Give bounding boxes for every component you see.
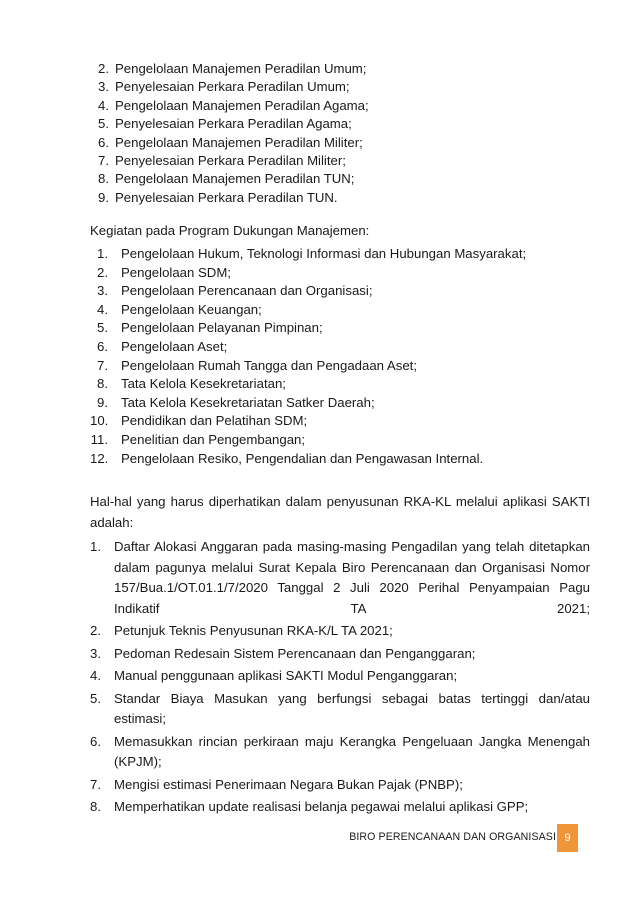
sakti-intro-paragraph: Hal-hal yang harus diperhatikan dalam penyusunan RKA-KL melalui aplikasi SAKTI adalah: (90, 494, 590, 530)
document-page: 2. Pengelolaan Manajemen Peradilan Umum; 3. Penyelesaian Perkara Peradilan Umum; 4. Pengelolaan Manajemen Peradilan Agama; 5. Penyelesaian Perkara Peradilan Agama; 6. Pengelolaan Manajemen Peradilan Militer; 7. Penyelesaian Perkara Peradilan Militer; 8. Pengelolaan Manajemen Peradilan TUN; 9. Penyelesaian Perkara Peradilan TUN. Kegiatan pada Program Dukungan Manajemen: 1. Pengelolaan Hukum, Teknologi Informasi dan Hubungan Masyarakat; 2. Pengelolaan SDM; 3. Pengelolaan Perencanaan dan Organisasi; 4. Pengelolaan Keuangan; 5. Pengelolaan Pelayanan Pimpinan; 6. Pengelolaan Aset; 7. Pengelolaan Rumah Tangga dan Pengadaan Aset; 8. Tata Kelola Kesekretariatan; 9. Tata Kelola Kesekretariatan Satker Daerah; 10. Pendidikan dan Pelatihan SDM; 11. Penelitian dan Pengembangan; 12. Pengelolaan Resiko, Pengendalian dan Pengawasan Internal. Hal-hal yang harus diperhatikan dalam penyusunan RKA-KL melalui aplikasi SAKTI adalah: 1. Daftar Alokasi Anggaran pada masing-masing Pengadilan yang telah ditetapkan dalam pagunya melalui Surat Kepala Biro Perencanaan dan Organisasi Nomor 157/Bua.1/OT.01.1/7/2020 Tanggal 2 Juli 2020 Perihal Penyampaian Pagu Indikatif TA 2021; 2. Petunjuk Teknis Penyusunan RKA-K/L TA 2021; 3. Pedoman Redesain Sistem Perencanaan dan Penganggaran; 4. Manual penggunaan aplikasi SAKTI Modul Penganggaran; 5. Standar Biaya Masukan yang berfungsi sebagai batas tertinggi dan/atau estimasi; 6. Memasukkan rincian perkiraan maju Kerangka Pengeluaan Jangka Menengah (KPJM); 7. Mengisi estimasi Penerimaan Negara Bukan Pajak (PNBP); 8. Memperhatikan update realisasi belanja pegawai melalui aplikasi GPP; BIRO PERENCANAAN DAN ORGANISASI 9 (0, 0, 638, 902)
footer-department-label: BIRO PERENCANAAN DAN ORGANISASI (349, 831, 556, 843)
list-item: 8. Memperhatikan update realisasi belanja pegawai melalui aplikasi GPP; (90, 799, 529, 814)
list-item: 3. Pedoman Redesain Sistem Perencanaan dan Penganggaran; (90, 645, 476, 661)
page-number-badge: 9 (557, 824, 578, 852)
list-item: 2. Petunjuk Teknis Penyusunan RKA-K/L TA 2021; (90, 623, 393, 638)
sakti-considerations-list (90, 537, 590, 820)
list-item: 4. Manual penggunaan aplikasi SAKTI Modul Penganggaran; (90, 668, 458, 683)
list-item: 1. Daftar Alokasi Anggaran pada masing-masing Pengadilan yang telah ditetapkan dalam pagunya melalui Surat Kepala Biro Perencanaan dan Organisasi Nomor 157/Bua.1/OT.01.1/7/2020 Tanggal 2 Juli 2020 Perihal Penyampaian Pagu Indikatif TA 2021; (90, 539, 590, 616)
list-item: 6. Memasukkan rincian perkiraan maju Kerangka Pengeluaan Jangka Menengah (KPJM); (90, 733, 590, 769)
list-item: 5. Standar Biaya Masukan yang berfungsi sebagai batas tertinggi dan/atau estimasi; (90, 690, 590, 726)
list-item: 7. Mengisi estimasi Penerimaan Negara Bukan Pajak (PNBP); (90, 776, 463, 792)
management-support-heading: Kegiatan pada Program Dukungan Manajemen: (90, 223, 370, 238)
page-footer (0, 824, 638, 852)
